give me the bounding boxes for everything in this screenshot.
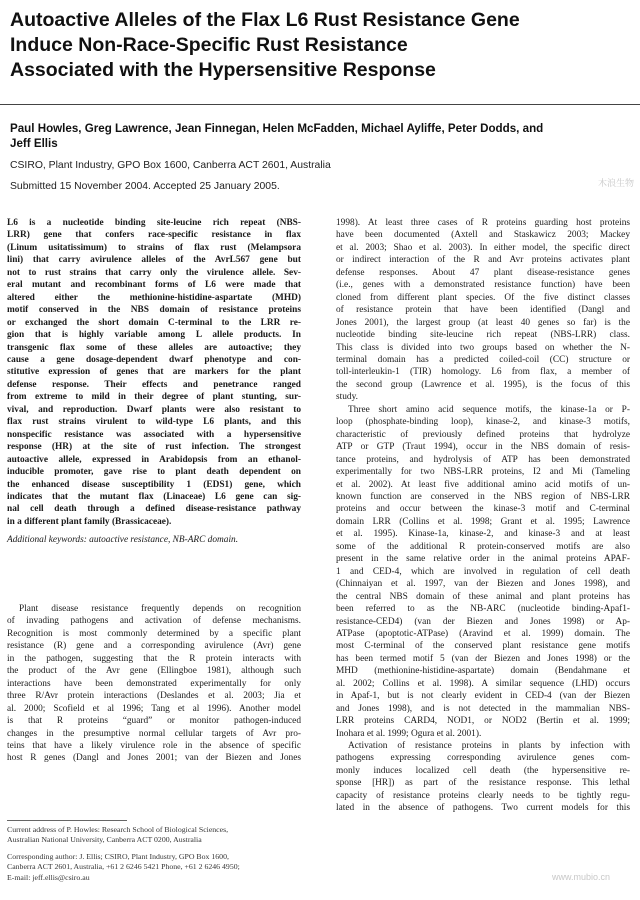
text-line: or indirect interaction of the R and Avr proteins activates plant [336,255,630,266]
introduction [7,603,301,765]
text-line: known function are conserved in the NBS region of NBS-LRR [336,491,630,502]
text-line: pathogens expressing corresponding avirulence genes com- [336,753,630,764]
text-line: eral mutant and recombinant forms of L6 were made that [7,280,301,291]
text-line: flax rust strains virulent to wild-type L6 plants, and this [7,417,301,428]
text-line: LRR proteins CARD4, NOD1, or NOD2 (Bertin et al. 1999; [336,716,630,727]
affiliation: CSIRO, Plant Industry, GPO Box 1600, Canberra ACT 2601, Australia [10,160,331,171]
text-line: response (HR) at the site of rust infection. The strongest [7,442,301,453]
text-line: three R/Avr protein interactions (Deslandes et al. 2003; Jia et [7,691,301,702]
text-line: sponse [HR]) as part of the resistance response. This lethal [336,778,630,789]
text-line: This class is divided into two groups based on whether the N- [336,342,630,353]
watermark-url: www.mubio.cn [551,872,610,882]
watermark: 木浪生物 [597,178,634,188]
text-line: 1 and CED-4, which are involved in regulation of cell death [336,566,630,577]
text-line: terminal domain has a predicted coiled-coil (CC) structure or [336,354,630,365]
text-line: lini) that carry avirulence alleles of the AvrL567 gene but [7,255,301,266]
text-line: in the pathogen, suggesting that the R protein interacts with [7,653,301,664]
text-line: interactions have been demonstrated experimentally for only [7,678,301,689]
text-line: teins that have a likely virulence role in the absence of specific [7,740,301,751]
text-line: et al. 2002). At least five additional amino acid motifs of un- [336,479,630,490]
text-line: L6 is a nucleotide binding site-leucine rich repeat (NBS- [7,218,301,228]
text-line: et al. 2003; Shao et al. 2003). In either model, the specific direct [336,242,630,253]
text-line: nucleotide binding site-leucine rich repeat (NBS-LRR) class. [336,330,630,341]
text-line: ATPase (apoptotic-ATPase) (Aravind et al. 1999) domain. The [336,628,630,639]
text-line: defense response. Their effects and penetrance ranged [7,379,301,390]
text-line: loop (phosphate-binding loop), kinase-2, and kinase-3 motifs, [336,417,630,428]
text-line: resistance (R) gene and a corresponding avirulence (Avr) gene [7,641,301,652]
text-line: cause a gene dosage-dependent dwarf phenotype and con- [7,354,301,365]
text-line: Plant disease resistance frequently depends on recognition [19,604,301,614]
text-line: motif conserved in the NBS domain of resistance proteins [7,305,301,316]
text-line: is that R proteins “guard” or monitor pathogen-induced [7,716,301,727]
text-line: the second group (Lawrence et al. 1995), is the focus of this [336,379,630,390]
text-line: in Apaf-1, but is not clearly evident in CED-4 (van der Biezen [336,691,630,702]
text-line: capacity of resistance proteins clearly needs to be tightly regu- [336,790,630,801]
text-line: not to rust strains that carry only the virulence allele. Sev- [7,267,301,278]
author-line: Paul Howles, Greg Lawrence, Jean Finnegan, Helen McFadden, Michael Ayliffe, Peter Dodds, and [10,122,544,135]
text-line: indicates that the mutant flax (Linaceae) L6 gene can sig- [7,491,301,502]
text-line: domain LRR (Collins et al. 1998; Grant et al. 1995; Lawrence [336,516,630,527]
text-line: nal cell death through a defined disease-resistance pathway [7,504,301,515]
text-line: vival, and reproduction. Dwarf plants were also resistant to [7,404,301,415]
text-line: nonspecific resistance was associated with a hypersensitive [7,429,301,440]
text-line: characteristic of previously defined proteins that hydrolyze [336,429,630,440]
author-list [10,121,620,151]
text-line: tance proteins, and hydrolysis of ATP has been demonstrated [336,454,630,465]
text-line: al. 2002; Collins et al. 1998). A similar sequence (LHD) occurs [336,678,630,689]
abstract [7,217,301,547]
text-line: Three short amino acid sequence motifs, the kinase-1a or P- [348,404,630,415]
text-line: altered either the methionine-histidine-aspartate (MHD) [7,292,301,303]
text-line: lated in the absence of pathogens. Two current models for this [336,803,630,814]
text-line: E-mail: jeff.ellis@csiro.au [7,872,90,882]
text-line: the product of the Avr gene (Ellingboe 1981), although such [7,666,301,677]
text-line: cloned from different plant species. Of the five distinct classes [336,292,630,303]
submission-dates: Submitted 15 November 2004. Accepted 25 January 2005. [10,181,280,192]
text-line: Current address of P. Howles: Research School of Biological Sciences, [7,825,229,834]
text-line: experimentally for two NBS-LRR proteins, I2 and Mi (Tameling [336,467,630,478]
text-line: of resistance protein that have been identified (Dangl and [336,305,630,316]
footnotes [7,825,301,883]
keywords-line: Additional keywords: autoactive resistance, NB-ARC domain. [7,535,239,546]
text-line: has been termed motif 5 (van der Biezen and Jones 1998) or the [336,653,630,664]
text-line: defense responses. About 47 plant disease-resistance genes [336,267,630,278]
text-line: in a different plant family (Brassicaceae). [7,516,172,527]
text-line: the enhanced disease susceptibility 1 (EDS1) gene, which [7,479,301,490]
text-line: some of the additional R protein-conserved motifs are also [336,541,630,552]
text-line: of invading pathogens and activation of defense mechanisms. [7,616,301,627]
text-line: transgenic flax some of these alleles are autoactive; they [7,342,301,353]
text-line: MHD (methionine-histidine-aspartate) domain (Bendahmane et [336,666,630,677]
text-line: toll-interleukin-1 (TIR) homology. L6 from flax, a member of [336,367,630,378]
right-column-body [336,217,630,815]
text-line: et al. 1995). Kinase-1a, kinase-2, and kinase-3 and at least [336,529,630,540]
text-line: (Chinnaiyan et al. 1997, van der Biezen and Jones 1998), and [336,579,630,590]
text-line: been referred to as the NB-ARC (nucleotide binding-Apaf1- [336,604,630,615]
text-line: Corresponding author: J. Ellis; CSIRO, Plant Industry, GPO Box 1600, [7,851,229,861]
text-line: al. 2000; Scofield et al 1996; Tang et al 1996). Another model [7,703,301,714]
text-line: Canberra ACT 2601, Australia, +61 2 6246 5421 Phone, +61 2 6246 4950; [7,862,240,872]
paper-title [10,8,630,83]
text-line: most C-terminal of the conserved plant resistance gene motifs [336,641,630,652]
additional-keywords [7,534,301,546]
text-line: stitutive expression of genes that are markers for the plant [7,367,301,378]
title-line: Associated with the Hypersensitive Response [10,59,436,81]
text-line: from extreme to mild in their degree of plant stunting, sur- [7,392,301,403]
text-line: Jones 2001), the largest group (at least 40 genes so far) is the [336,317,630,328]
text-line: (Linum usitatissimum) to strains of flax rust (Melampsora [7,242,301,253]
text-line: have been documented (Axtell and Staskawicz 2003; Mackey [336,230,630,241]
text-line: 1998). At least three cases of R proteins guarding host proteins [336,218,630,228]
text-line: Australian National University, Canberra ACT 0200, Australia [7,835,202,845]
text-line: host R genes (Dangl and Jones 2001; van der Biezen and Jones [7,753,301,764]
text-line: Recognition is most commonly determined by a specific plant [7,628,301,639]
footnote-divider [7,820,127,821]
text-line: LRR) gene that confers race-specific resistance in flax [7,230,301,241]
text-line: Activation of resistance proteins in plants by infection with [348,741,630,752]
author-line: Jeff Ellis [10,137,58,150]
text-line: the central NBS domain of these animal and plant proteins has [336,591,630,602]
title-line: Autoactive Alleles of the Flax L6 Rust Resistance Gene [10,9,520,31]
text-line: (i.e., genes with a demonstrated resistance function) have been [336,280,630,291]
text-line: gion that is highly variable among L allele products. In [7,330,301,341]
text-line: and Jones 1998), and is not detected in the mammalian NBS- [336,703,630,714]
text-line: Inohara et al. 1999; Ogura et al. 2001). [336,728,482,739]
title-divider [0,104,640,105]
text-line: monly induces localized cell death (the hypersensitive re- [336,765,630,776]
text-line: autoactive allele, expressed in Arabidopsis from an ethanol- [7,454,301,465]
text-line: present in the same relative order in the animal proteins APAF- [336,554,630,565]
text-line: proteins and occur between the kinase-3 motif and C-terminal [336,504,630,515]
title-line: Induce Non-Race-Specific Rust Resistance [10,34,408,56]
text-line: or exchanged the short domain C-terminal to the LRR re- [7,317,301,328]
text-line: changes in the presumptive normal cellular targets of Avr pro- [7,728,301,739]
text-line: study. [336,392,358,403]
text-line: resistance-CED4) (van der Biezen and Jones 1998) or Ap- [336,616,630,627]
text-line: ATP or GTP (Traut 1994), occur in the NBS domain of resis- [336,442,630,453]
text-line: inducible promoter, gave rise to plant death dependent on [7,467,301,478]
